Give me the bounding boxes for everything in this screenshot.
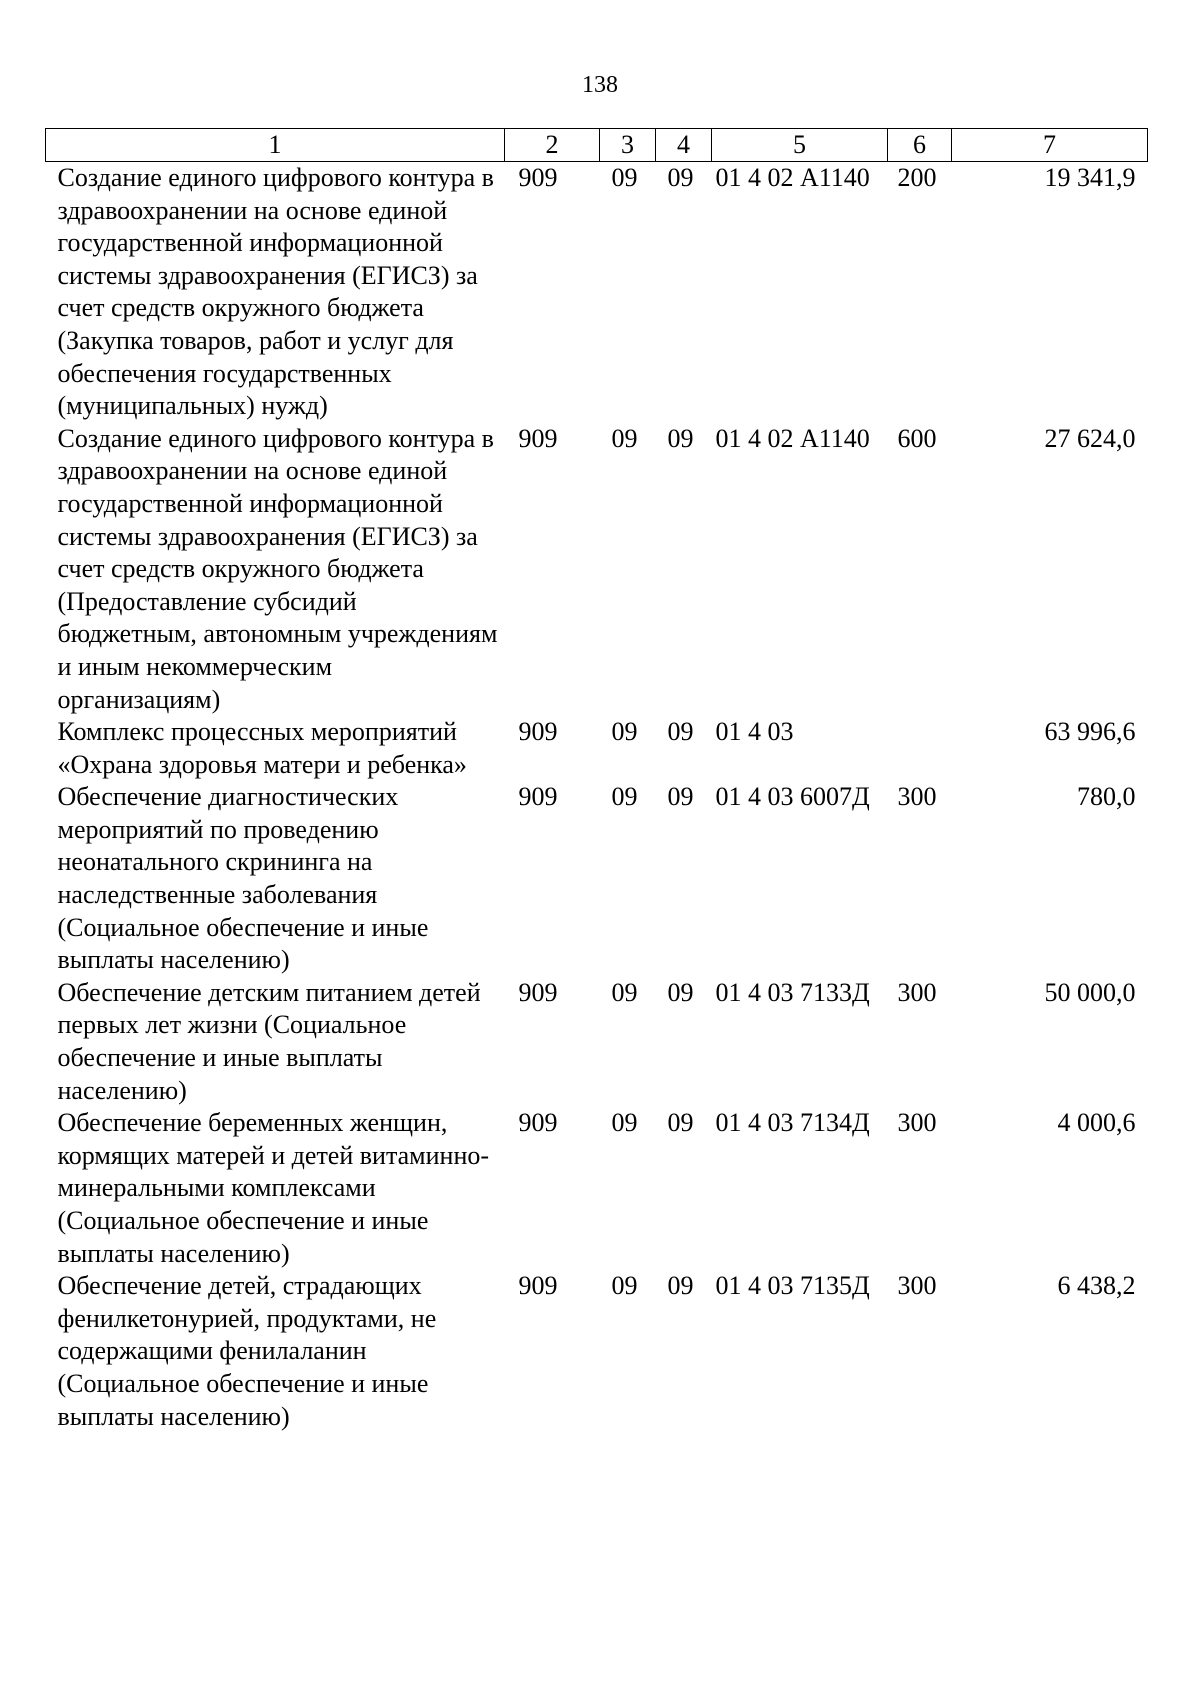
row-grbs: 909 bbox=[518, 1271, 558, 1301]
table-row bbox=[46, 1270, 1148, 1433]
row-target-article: 01 4 02 А1140 bbox=[715, 163, 870, 192]
row-sum: 63 996,6 bbox=[1044, 717, 1136, 747]
row-name: Комплекс процессных мероприятий «Охрана здоровья матери и ребенка» bbox=[57, 717, 467, 779]
row-section: 09 bbox=[611, 717, 638, 747]
table-row bbox=[46, 423, 1148, 716]
row-sum: 4 000,6 bbox=[1057, 1108, 1136, 1138]
row-sum: 19 341,9 bbox=[1044, 163, 1136, 192]
row-name: Обеспечение детским питанием детей первых лет жизни (Социальное обеспечение и иные выплаты населению) bbox=[57, 977, 481, 1105]
row-subsection: 09 bbox=[667, 1271, 694, 1301]
row-subsection: 09 bbox=[667, 423, 694, 453]
row-expense-type: 300 bbox=[897, 1271, 937, 1301]
row-grbs: 909 bbox=[518, 163, 558, 192]
row-section: 09 bbox=[611, 1108, 638, 1138]
table-row bbox=[46, 1107, 1148, 1270]
row-subsection: 09 bbox=[667, 782, 694, 812]
row-sum: 50 000,0 bbox=[1044, 977, 1136, 1007]
row-expense-type bbox=[888, 716, 952, 781]
row-grbs: 909 bbox=[518, 977, 558, 1007]
header-row bbox=[46, 129, 1148, 162]
table-body bbox=[46, 162, 1148, 1434]
row-target-article: 01 4 03 7134Д bbox=[715, 1108, 870, 1138]
page-number: 138 bbox=[582, 72, 618, 98]
header-col-5: 5 bbox=[712, 129, 888, 162]
header-col-2: 2 bbox=[505, 129, 600, 162]
row-target-article: 01 4 02 А1140 bbox=[715, 423, 870, 453]
row-name: Обеспечение диагностических мероприятий по проведению неонатального скрининга на наследственные заболевания (Социальное обеспечение и иные выплаты населению) bbox=[57, 782, 429, 975]
row-target-article: 01 4 03 7135Д bbox=[715, 1271, 870, 1301]
row-name: Обеспечение детей, страдающих фенилкетонурией, продуктами, не содержащими фенилаланин (Социальное обеспечение и иные выплаты населению) bbox=[57, 1271, 437, 1431]
row-expense-type: 300 bbox=[897, 782, 937, 812]
header-col-6: 6 bbox=[888, 129, 952, 162]
row-grbs: 909 bbox=[518, 717, 558, 747]
row-name: Обеспечение беременных женщин, кормящих матерей и детей витаминно-минеральными комплексами (Социальное обеспечение и иные выплаты населению) bbox=[57, 1108, 490, 1268]
row-section: 09 bbox=[611, 782, 638, 812]
header-col-4: 4 bbox=[656, 129, 712, 162]
row-grbs: 909 bbox=[518, 782, 558, 812]
row-grbs: 909 bbox=[518, 423, 558, 453]
row-subsection: 09 bbox=[667, 1108, 694, 1138]
row-target-article: 01 4 03 bbox=[715, 717, 794, 747]
row-sum: 27 624,0 bbox=[1044, 423, 1136, 453]
row-target-article: 01 4 03 6007Д bbox=[715, 782, 870, 812]
row-subsection: 09 bbox=[667, 977, 694, 1007]
row-subsection: 09 bbox=[667, 717, 694, 747]
table-row bbox=[46, 977, 1148, 1107]
table-row bbox=[46, 716, 1148, 781]
row-name: Создание единого цифрового контура в здравоохранении на основе единой государственной информационной системы здравоохранения (ЕГИСЗ) за счет средств окружного бюджета (Предоставление субсидий бюджетным, автономным учреждениям и иным некоммерческим организациям) bbox=[57, 423, 498, 714]
table-header bbox=[46, 129, 1148, 162]
header-col-7: 7 bbox=[952, 129, 1148, 162]
row-section: 09 bbox=[611, 163, 638, 192]
table-row bbox=[46, 781, 1148, 977]
row-expense-type: 300 bbox=[897, 977, 937, 1007]
row-sum: 6 438,2 bbox=[1057, 1271, 1136, 1301]
row-expense-type: 300 bbox=[897, 1108, 937, 1138]
row-expense-type: 600 bbox=[897, 423, 937, 453]
row-section: 09 bbox=[611, 423, 638, 453]
row-name: Создание единого цифрового контура в здравоохранении на основе единой государственной информационной системы здравоохранения (ЕГИСЗ) за счет средств окружного бюджета (Закупка товаров, работ и услуг для обеспечения государственных (муниципальных) нужд) bbox=[57, 163, 494, 421]
budget-table bbox=[45, 128, 1148, 1433]
table-row bbox=[46, 162, 1148, 423]
row-section: 09 bbox=[611, 1271, 638, 1301]
row-subsection: 09 bbox=[667, 163, 694, 192]
header-col-1: 1 bbox=[46, 129, 505, 162]
row-section: 09 bbox=[611, 977, 638, 1007]
row-expense-type: 200 bbox=[897, 163, 937, 192]
row-grbs: 909 bbox=[518, 1108, 558, 1138]
row-sum: 780,0 bbox=[1077, 782, 1136, 812]
header-col-3: 3 bbox=[600, 129, 656, 162]
row-target-article: 01 4 03 7133Д bbox=[715, 977, 870, 1007]
